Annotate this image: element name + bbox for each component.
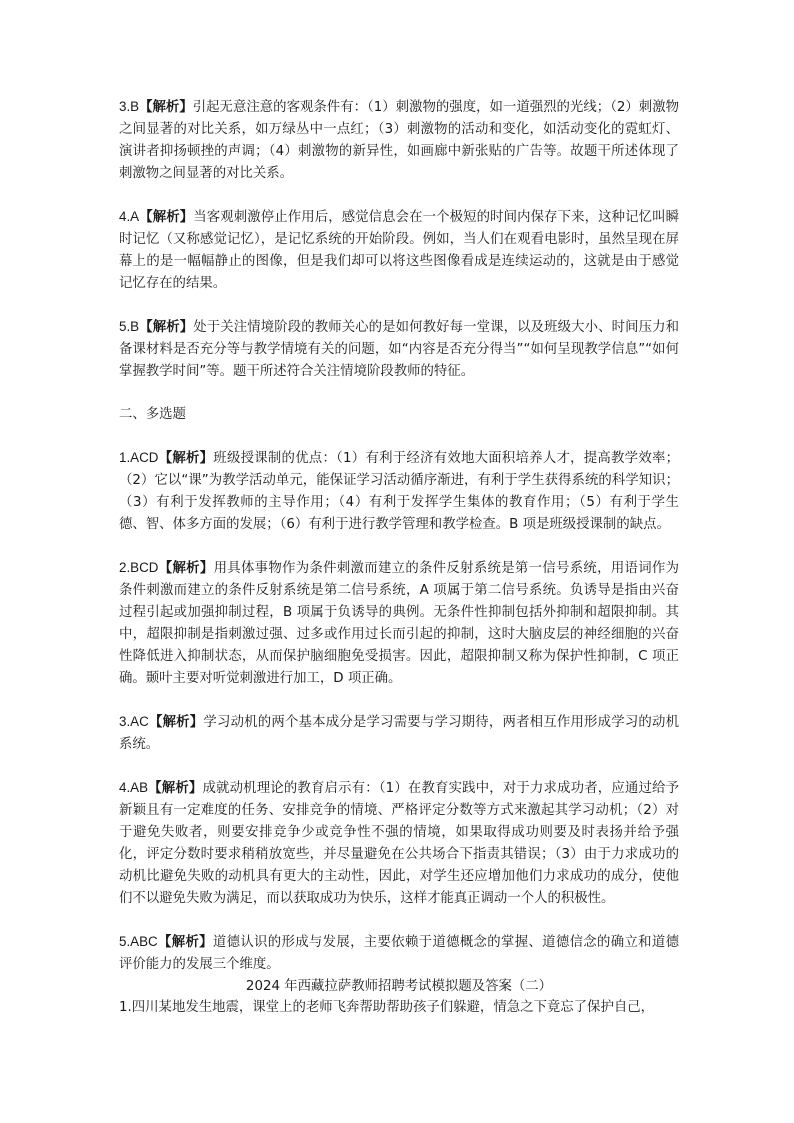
answer-3 — [119, 96, 679, 185]
answer-text: 成就动机理论的教育启示有：（1）在教育实践中，对于力求成功者，应通过给予新颖且有一定难度的任务、安排竞争的情境、严格评定分数等方式来激起其学习动机；（2）对于避免失败者，则要安排竞争少或竞争性不强的情境，如果取得成功则要及时表扬并给予强化，评定分数时要求稍稍放宽些，并尽量避免在公共场合下指责其错误；（3）由于力求成功的动机比避免失败的动机具有更大的主动性，因此，对学生还应增加他们力求成功的成分，使他们不以避免失败为满足，而以获取成功为快乐，这样才能真正调动一个人的积极性。 — [119, 781, 680, 906]
document-title: 2024 年西藏拉萨教师招聘考试模拟题及答案（二） — [245, 979, 553, 994]
answer-number: 4.A — [119, 209, 140, 224]
answer-text: 用具体事物作为条件刺激而建立的条件反射系统是第一信号系统，用语词作为条件刺激而建立的条件反射系统是第二信号系统，A 项属于第二信号系统。负诱导是指由兴奋过程引起或加强抑制过程，B 项属于负诱导的典例。无条件性抑制包括外抑制和超限抑制。其中，超限抑制是指刺激过强、过多或作用过长而引起的抑制，这时大脑皮层的神经细胞的兴奋性降低进入抑制状态，从而保护脑细胞免受损害。因此，超限抑制又称为保护性抑制，C 项正确。颞叶主要对听觉刺激进行加工，D 项正确。 — [119, 561, 680, 686]
analysis-tag: 【解析】 — [139, 210, 194, 225]
answer-text: 学习动机的两个基本成分是学习需要与学习期待，两者相互作用形成学习的动机系统。 — [119, 715, 680, 752]
multi-answer-4 — [119, 777, 679, 910]
answer-number: 2.BCD — [119, 560, 159, 575]
multi-answer-2 — [119, 557, 679, 690]
document-page — [119, 96, 679, 1019]
section-heading-multiple-choice: 二、多选题 — [119, 407, 186, 422]
answer-number: 4.AB — [119, 780, 149, 795]
analysis-tag: 【解析】 — [158, 561, 214, 576]
analysis-tag: 【解析】 — [148, 781, 203, 796]
answer-5 — [119, 316, 679, 383]
analysis-tag: 【解析】 — [139, 320, 194, 335]
next-question-text: 1.四川某地发生地震，课堂上的老师飞奔帮助帮助孩子们躲避，情急之下竟忘了保护自己， — [119, 1000, 655, 1015]
answer-number: 3.AC — [119, 714, 149, 729]
analysis-tag: 【解析】 — [148, 715, 204, 730]
analysis-tag: 【解析】 — [139, 100, 193, 115]
answer-4 — [119, 206, 679, 295]
answer-number: 1.ACD — [119, 450, 159, 465]
answer-text: 班级授课制的优点：（1）有利于经济有效地大面积培养人才，提高教学效率；（2）它以“课”为教学活动单元，能保证学习活动循序渐进，有利于学生获得系统的科学知识；（3）有利于发挥教师的主导作用；（4）有利于发挥学生集体的教育作用；（5）有利于学生德、智、体多方面的发展；（6）有利于进行教学管理和教学检查。B 项是班级授课制的缺点。 — [119, 451, 680, 532]
answer-number: 5.B — [119, 319, 140, 334]
analysis-tag: 【解析】 — [157, 935, 213, 950]
answer-number: 3.B — [119, 99, 140, 114]
answer-text: 道德认识的形成与发展，主要依赖于道德概念的掌握、道德信念的确立和道德评价能力的发展三个维度。 — [119, 935, 679, 972]
multi-answer-5 — [119, 931, 679, 976]
answer-text: 处于关注情境阶段的教师关心的是如何教好每一堂课，以及班级大小、时间压力和备课材料是否充分等与教学情境有关的问题，如“内容是否充分得当”“如何呈现教学信息”“如何掌握教学时间”等。题干所述符合关注情境阶段教师的特征。 — [119, 320, 680, 379]
answer-text: 引起无意注意的客观条件有：（1）刺激物的强度，如一道强烈的光线；（2）刺激物之间显著的对比关系，如万绿丛中一点红；（3）刺激物的活动和变化，如活动变化的霓虹灯、演讲者抑扬顿挫的声调；（4）刺激物的新异性，如画廊中新张贴的广告等。故题干所述体现了刺激物之间显著的对比关系。 — [119, 100, 679, 181]
analysis-tag: 【解析】 — [158, 451, 214, 466]
answer-number: 5.ABC — [119, 934, 158, 949]
multi-answer-3 — [119, 711, 679, 756]
multi-answer-1 — [119, 447, 679, 536]
answer-text: 当客观刺激停止作用后，感觉信息会在一个极短的时间内保存下来，这种记忆叫瞬时记忆（又称感觉记忆），是记忆系统的开始阶段。例如，当人们在观看电影时，虽然呈现在屏幕上的是一幅幅静止的图像，但是我们却可以将这些图像看成是连续运动的，这就是由于感觉记忆存在的结果。 — [119, 210, 680, 291]
